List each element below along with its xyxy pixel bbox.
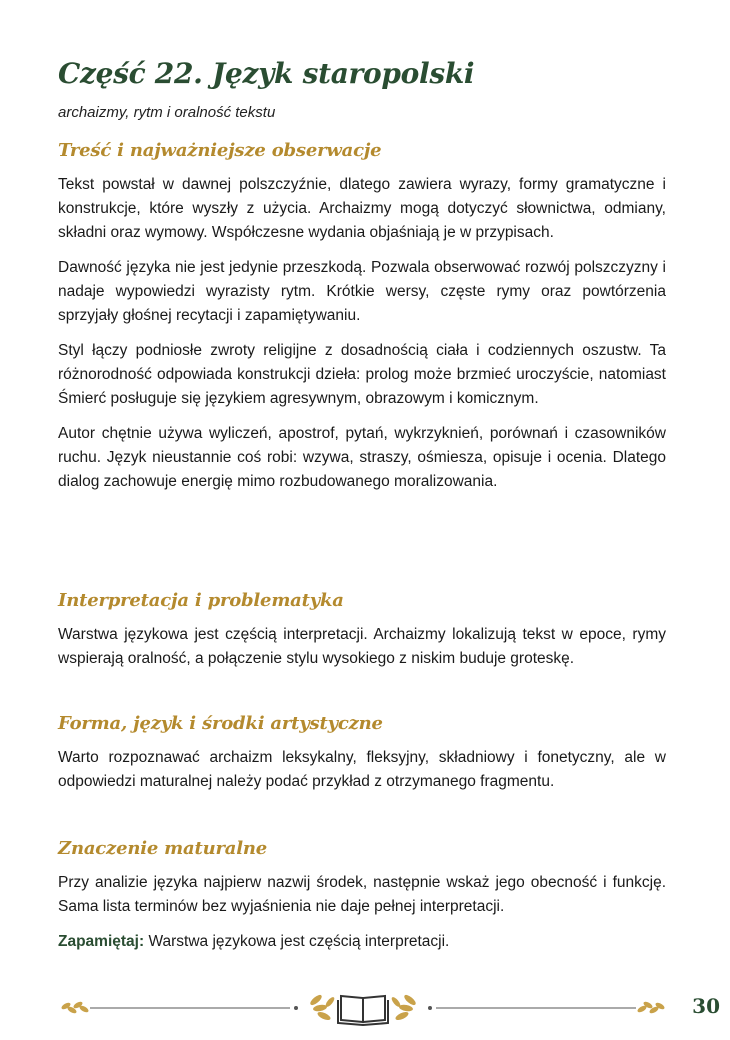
- paragraph: Warto rozpoznawać archaizm leksykalny, fleksyjny, składniowy i fonetyczny, ale w odpowiedzi maturalnej należy podać przykład z otrzymanego fragmentu.: [58, 749, 666, 790]
- left-laurel-icon: [60, 1000, 89, 1014]
- footer-ornament: [58, 988, 668, 1028]
- remember-label: Zapamiętaj:: [58, 933, 145, 950]
- paragraph: Styl łączy podniosłe zwroty religijne z dosadnością ciała i codziennych oszustw. Ta różnorodność odpowiada konstrukcji dzieła: prolog może brzmieć uroczyście, natomiast Śmierć posługuje się językiem agresywnym, obrazowym i komicznym.: [58, 342, 666, 407]
- page-number: 30: [692, 994, 720, 1018]
- paragraph: Autor chętnie używa wyliczeń, apostrof, pytań, wykrzyknień, porównań i czasowników ruchu. Język nieustannie coś robi: wzywa, straszy, ośmiesza, opisuje i ocenia. Dlatego dialog zachowuje energię mimo rozbudowanego moralizowania.: [58, 425, 666, 490]
- remember-text: Warstwa językowa jest częścią interpretacji.: [144, 933, 450, 950]
- page-subtitle: archaizmy, rytm i oralność tekstu: [58, 104, 276, 121]
- section-form: [58, 713, 666, 805]
- section-interpretation: [58, 590, 666, 682]
- section-exam: [58, 838, 666, 954]
- section-heading: Interpretacja i problematyka: [58, 590, 344, 611]
- paragraph: Tekst powstał w dawnej polszczyźnie, dlatego zawiera wyrazy, formy gramatyczne i konstrukcje, które wyszły z użycia. Archaizmy mogą dotyczyć słownictwa, odmiany, składni oraz wymowy. Współczesne wydania objaśniają je w przypisach.: [58, 176, 666, 241]
- paragraph: Przy analizie języka najpierw nazwij środek, następnie wskaż jego obecność i funkcję. Sama lista terminów bez wyjaśnienia nie daje pełnej interpretacji.: [58, 874, 666, 915]
- paragraph: Warstwa językowa jest częścią interpretacji. Archaizmy lokalizują tekst w epoce, rymy wspierają oralność, a połączenie stylu wysokiego z niskim buduje groteskę.: [58, 626, 666, 667]
- right-laurel-icon: [636, 1000, 665, 1014]
- page-title: Część 22. Język staropolski: [58, 57, 475, 90]
- section-heading: Znaczenie maturalne: [58, 838, 268, 859]
- remember-note: [58, 930, 666, 954]
- open-book-icon: [338, 996, 388, 1025]
- paragraph: Dawność języka nie jest jedynie przeszkodą. Pozwala obserwować rozwój polszczyzny i nadaje wypowiedzi wyrazisty rytm. Krótkie wersy, częste rymy oraz powtórzenia sprzyjały głośnej recytacji i zapamiętywaniu.: [58, 259, 666, 324]
- section-heading: Treść i najważniejsze obserwacje: [58, 140, 382, 161]
- section-observations: [58, 140, 666, 505]
- section-heading: Forma, język i środki artystyczne: [58, 713, 383, 734]
